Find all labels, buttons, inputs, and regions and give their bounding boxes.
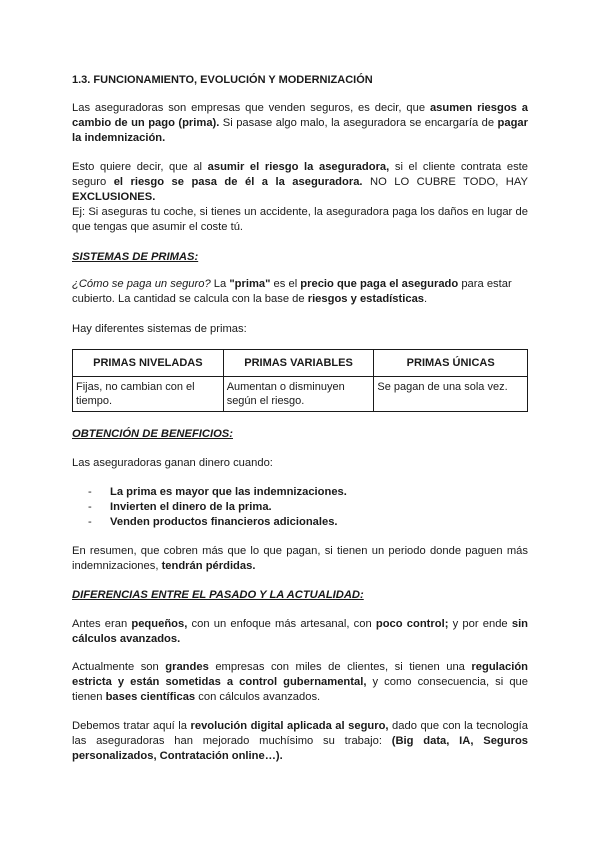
paragraph-prima: ¿Cómo se paga un seguro? La "prima" es el precio que paga el asegurado para estar cubierto. La cantidad se calcula con la base de riesgos y estadísticas. — [72, 278, 512, 305]
table-cell: Se pagan de una sola vez. — [374, 377, 528, 412]
table-header-row — [73, 350, 528, 377]
list-item: - Invierten el dinero de la prima. — [88, 500, 528, 515]
paragraph-resumen: En resumen, que cobren más que lo que pagan, si tienen un periodo donde paguen más indemnizaciones, tendrán pérdidas. — [72, 545, 528, 572]
table-header: PRIMAS VARIABLES — [223, 350, 374, 377]
paragraph-aseguradoras: Las aseguradoras son empresas que venden seguros, es decir, que asumen riesgos a cambio de un pago (prima). Si pasase algo malo, la aseguradora se encargaría de pagar la indemnización. — [72, 102, 528, 144]
primas-table — [72, 349, 528, 412]
paragraph-ganan-dinero: Las aseguradoras ganan dinero cuando: — [72, 457, 273, 469]
table-cell: Aumentan o disminuyen según el riesgo. — [223, 377, 374, 412]
heading-diferencias: DIFERENCIAS ENTRE EL PASADO Y LA ACTUALIDAD: — [72, 589, 364, 601]
section-title: 1.3. FUNCIONAMIENTO, EVOLUCIÓN Y MODERNIZACIÓN — [72, 74, 373, 86]
heading-sistemas-de-primas: SISTEMAS DE PRIMAS: — [72, 251, 199, 263]
heading-obtencion-de-beneficios: OBTENCIÓN DE BENEFICIOS: — [72, 428, 233, 440]
table-header: PRIMAS ÚNICAS — [374, 350, 528, 377]
beneficios-list — [88, 485, 528, 530]
paragraph-ejemplo: Ej: Si aseguras tu coche, si tienes un accidente, la aseguradora paga los daños en lugar de que tengas que asumir el coste tú. — [72, 206, 528, 233]
paragraph-actualmente: Actualmente son grandes empresas con miles de clientes, si tienen una regulación estricta y están sometidas a control gubernamental, y como consecuencia, si que tienen bases científicas con cálculos avanzados. — [72, 661, 528, 703]
list-item: - La prima es mayor que las indemnizaciones. — [88, 485, 528, 500]
table-header: PRIMAS NIVELADAS — [73, 350, 224, 377]
paragraph-revolucion-digital: Debemos tratar aquí la revolución digital aplicada al seguro, dado que con la tecnología las aseguradoras han mejorado muchísimo su trabajo: (Big data, IA, Seguros personalizados, Contratación online…). — [72, 720, 528, 762]
table-row — [73, 377, 528, 412]
paragraph-sistemas: Hay diferentes sistemas de primas: — [72, 323, 247, 335]
table-cell: Fijas, no cambian con el tiempo. — [73, 377, 224, 412]
paragraph-antes: Antes eran pequeños, con un enfoque más artesanal, con poco control; y por ende sin cálculos avanzados. — [72, 618, 529, 645]
paragraph-riesgo: Esto quiere decir, que al asumir el riesgo la aseguradora, si el cliente contrata este seguro el riesgo se pasa de él a la aseguradora. NO LO CUBRE TODO, HAY EXCLUSIONES. — [72, 161, 528, 203]
list-item: - Venden productos financieros adicionales. — [88, 515, 528, 530]
